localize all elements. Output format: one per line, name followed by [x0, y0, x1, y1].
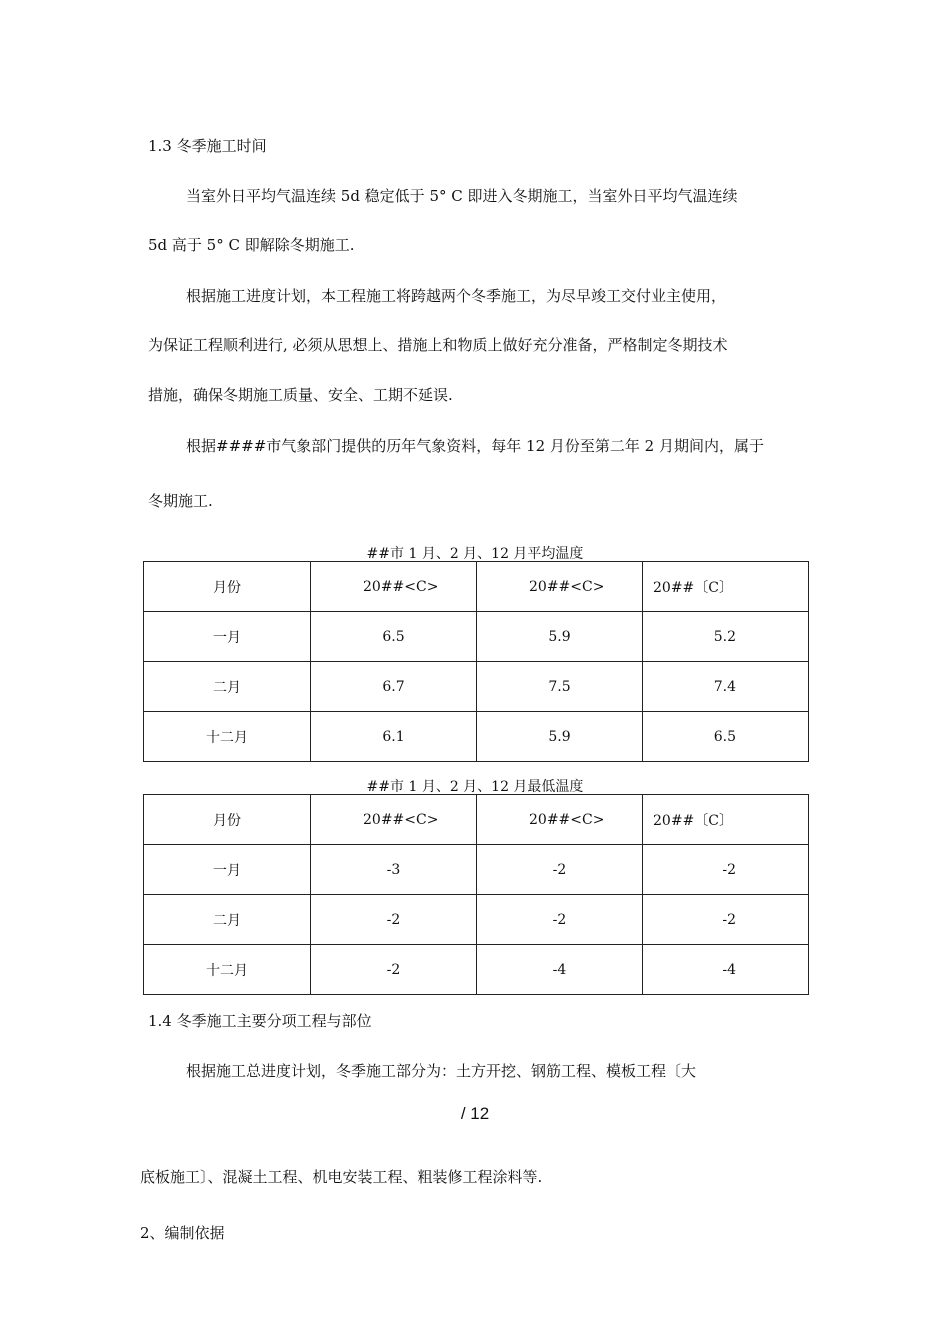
table-header-row [144, 562, 809, 612]
month-cell: 二月 [144, 895, 311, 945]
value-cell: -2 [311, 945, 477, 995]
header-cell: 月份 [144, 795, 311, 845]
month-cell: 一月 [144, 845, 311, 895]
header-cell: 20##<C> [311, 795, 477, 845]
value-cell: 6.5 [643, 712, 809, 762]
paragraph-line: 底板施工〕、混凝土工程、机电安装工程、粗装修工程涂料等. [140, 1168, 543, 1186]
header-cell: 20##<C> [477, 795, 643, 845]
value-cell: 5.2 [643, 612, 809, 662]
paragraph-line: 根据施工总进度计划，冬季施工部分为：土方开挖、钢筋工程、模板工程〔大 [186, 1062, 697, 1080]
month-cell: 十二月 [144, 712, 311, 762]
value-cell: -2 [477, 895, 643, 945]
paragraph-line: 措施，确保冬期施工质量、安全、工期不延误. [148, 386, 453, 404]
value-cell: -4 [477, 945, 643, 995]
value-cell: -2 [643, 895, 809, 945]
paragraph-line: 根据施工进度计划，本工程施工将跨越两个冬季施工，为尽早竣工交付业主使用， [186, 287, 727, 305]
paragraph-line: 冬期施工. [148, 492, 213, 510]
value-cell: 7.5 [477, 662, 643, 712]
month-cell: 一月 [144, 612, 311, 662]
month-cell: 二月 [144, 662, 311, 712]
value-cell: 5.9 [477, 712, 643, 762]
value-cell: 5.9 [477, 612, 643, 662]
table-caption-average: ##市 1 月、2 月、12 月平均温度 [366, 546, 584, 562]
value-cell: -3 [311, 845, 477, 895]
table-row [144, 945, 809, 995]
table-row [144, 612, 809, 662]
paragraph-line: 5d 高于 5° C 即解除冬期施工. [148, 236, 355, 254]
section-heading-1-4: 1.4 冬季施工主要分项工程与部位 [148, 1012, 372, 1030]
average-temperature-table [143, 561, 809, 762]
value-cell: -2 [311, 895, 477, 945]
table-row [144, 662, 809, 712]
table-row [144, 895, 809, 945]
month-cell: 十二月 [144, 945, 311, 995]
section-heading-1-3: 1.3 冬季施工时间 [148, 137, 267, 155]
paragraph-line: 当室外日平均气温连续 5d 稳定低于 5° C 即进入冬期施工，当室外日平均气温连续 [186, 187, 738, 205]
value-cell: 6.5 [311, 612, 477, 662]
value-cell: 6.1 [311, 712, 477, 762]
table-row [144, 845, 809, 895]
header-cell: 20##<C> [311, 562, 477, 612]
value-cell: -2 [643, 845, 809, 895]
section-heading-2: 2、编制依据 [140, 1224, 225, 1242]
value-cell: 7.4 [643, 662, 809, 712]
paragraph-line: 根据####市气象部门提供的历年气象资料，每年 12 月份至第二年 2 月期间内，属于 [186, 437, 764, 455]
table-row [144, 712, 809, 762]
minimum-temperature-table [143, 794, 809, 995]
page-number: / 12 [460, 1104, 490, 1123]
table-caption-minimum: ##市 1 月、2 月、12 月最低温度 [366, 779, 584, 795]
header-cell: 20##<C> [477, 562, 643, 612]
table-header-row [144, 795, 809, 845]
header-cell: 月份 [144, 562, 311, 612]
value-cell: 6.7 [311, 662, 477, 712]
value-cell: -4 [643, 945, 809, 995]
header-cell: 20##〔C〕 [643, 795, 809, 845]
paragraph-line: 为保证工程顺利进行, 必须从思想上、措施上和物质上做好充分准备，严格制定冬期技术 [148, 336, 728, 354]
value-cell: -2 [477, 845, 643, 895]
header-cell: 20##〔C〕 [643, 562, 809, 612]
